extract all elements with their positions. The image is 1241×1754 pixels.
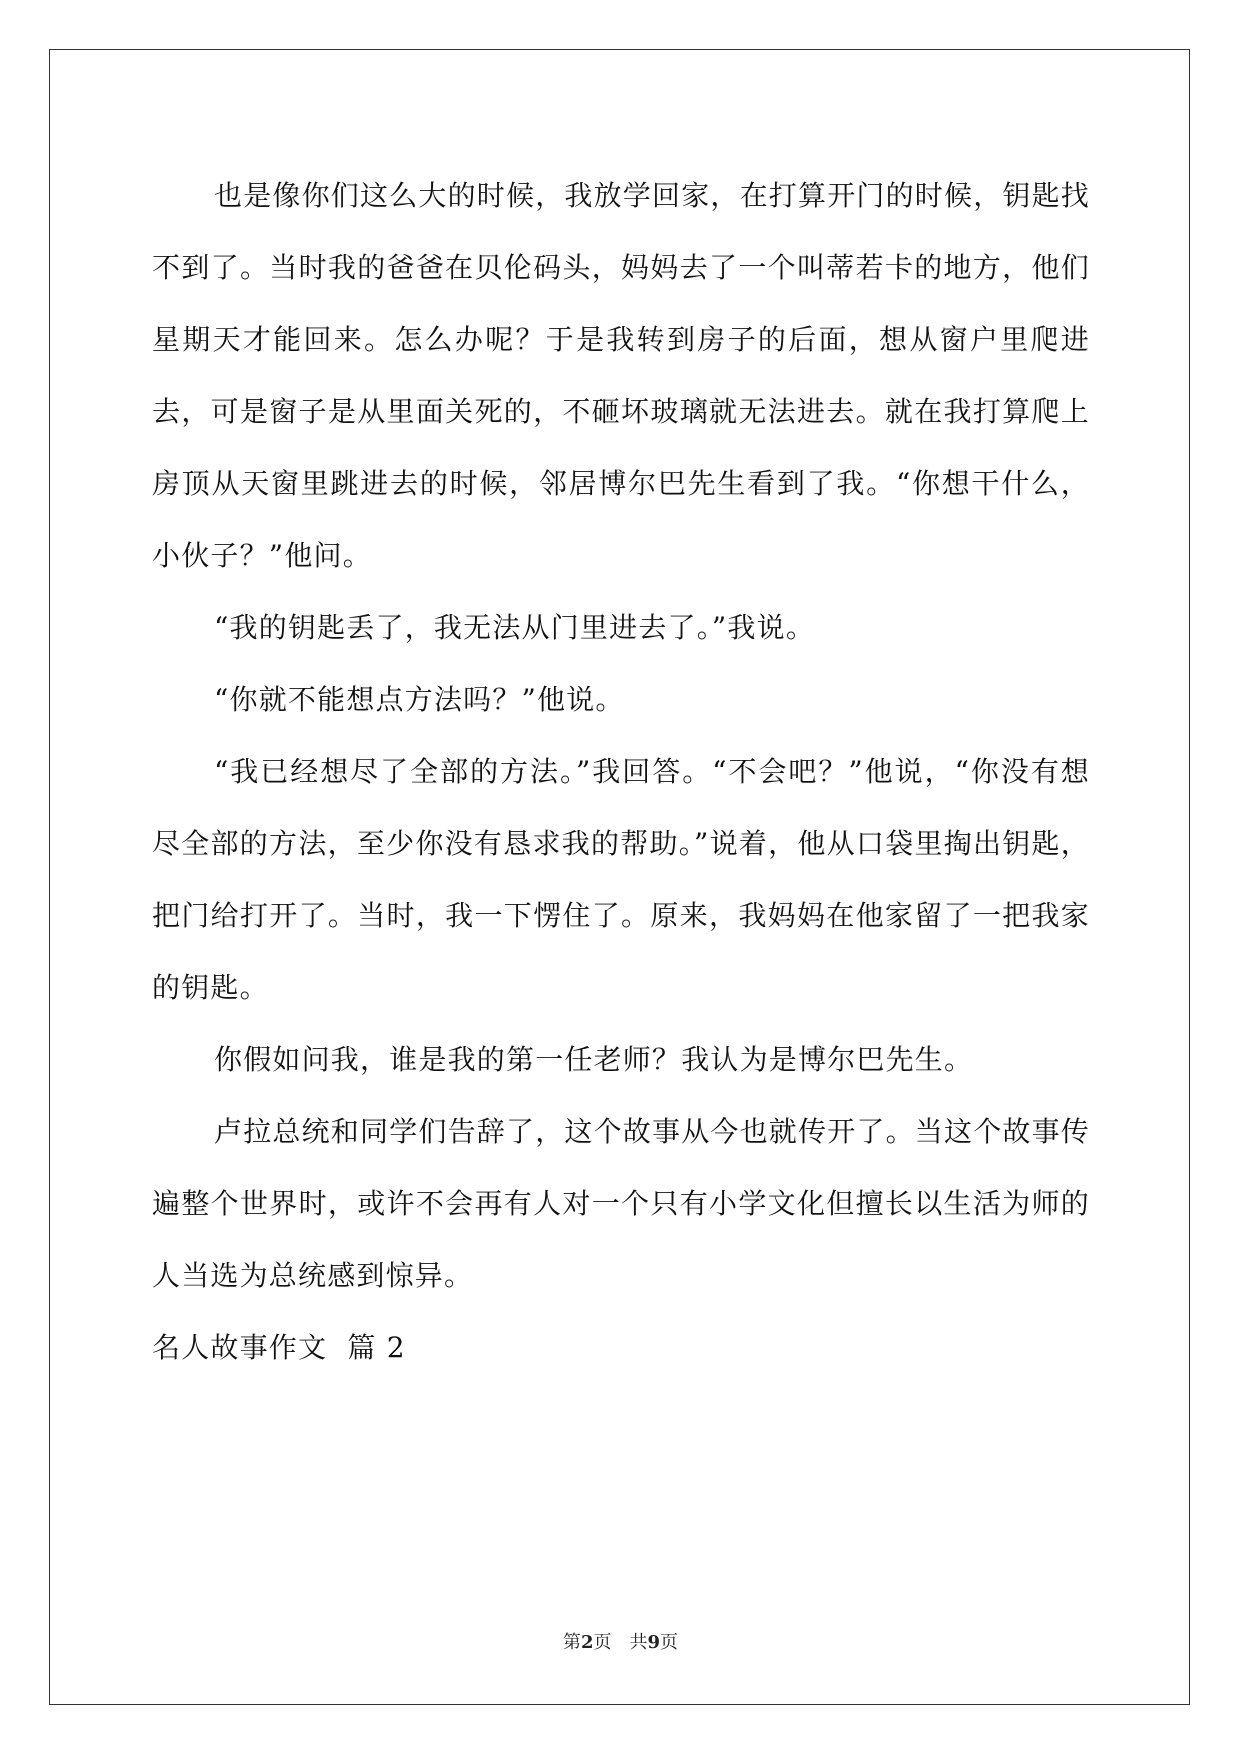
page-prefix: 第	[562, 1632, 581, 1653]
paragraph-6: 卢拉总统和同学们告辞了，这个故事从今也就传开了。当这个故事传遍整个世界时，或许不会再有人对一个只有小学文化但擅长以生活为师的人当选为总统感到惊异。	[152, 1115, 1091, 1292]
document-body	[152, 160, 1090, 1384]
page-footer	[0, 1628, 1241, 1654]
paragraph-3: “你就不能想点方法吗？”他说。	[214, 683, 625, 716]
total-pages: 9	[647, 1632, 661, 1653]
page-suffix: 页	[593, 1632, 612, 1653]
page-number: 2	[580, 1632, 594, 1653]
total-suffix: 页	[660, 1632, 679, 1653]
paragraph-4: “我已经想尽了全部的方法。”我回答。“不会吧？”他说，“你没有想尽全部的方法，至少你没有恳求我的帮助。”说着，他从口袋里掏出钥匙，把门给打开了。当时，我一下愣住了。原来，我妈妈在他家留了一把我家的钥匙。	[152, 755, 1090, 1004]
total-prefix: 共	[629, 1632, 648, 1653]
paragraph-2: “我的钥匙丢了，我无法从门里进去了。”我说。	[214, 611, 816, 644]
paragraph-5: 你假如问我，谁是我的第一任老师？我认为是博尔巴先生。	[214, 1043, 974, 1076]
paragraph-1: 也是像你们这么大的时候，我放学回家，在打算开门的时候，钥匙找不到了。当时我的爸爸在贝伦码头，妈妈去了一个叫蒂若卡的地方，他们星期天才能回来。怎么办呢？于是我转到房子的后面，想从窗户里爬进去，可是窗子是从里面关死的，不砸坏玻璃就无法进去。就在我打算爬上房顶从天窗里跳进去的时候，邻居博尔巴先生看到了我。“你想干什么，小伙子？”他问。	[152, 179, 1091, 572]
section-heading: 名人故事作文 篇 2	[152, 1331, 406, 1364]
